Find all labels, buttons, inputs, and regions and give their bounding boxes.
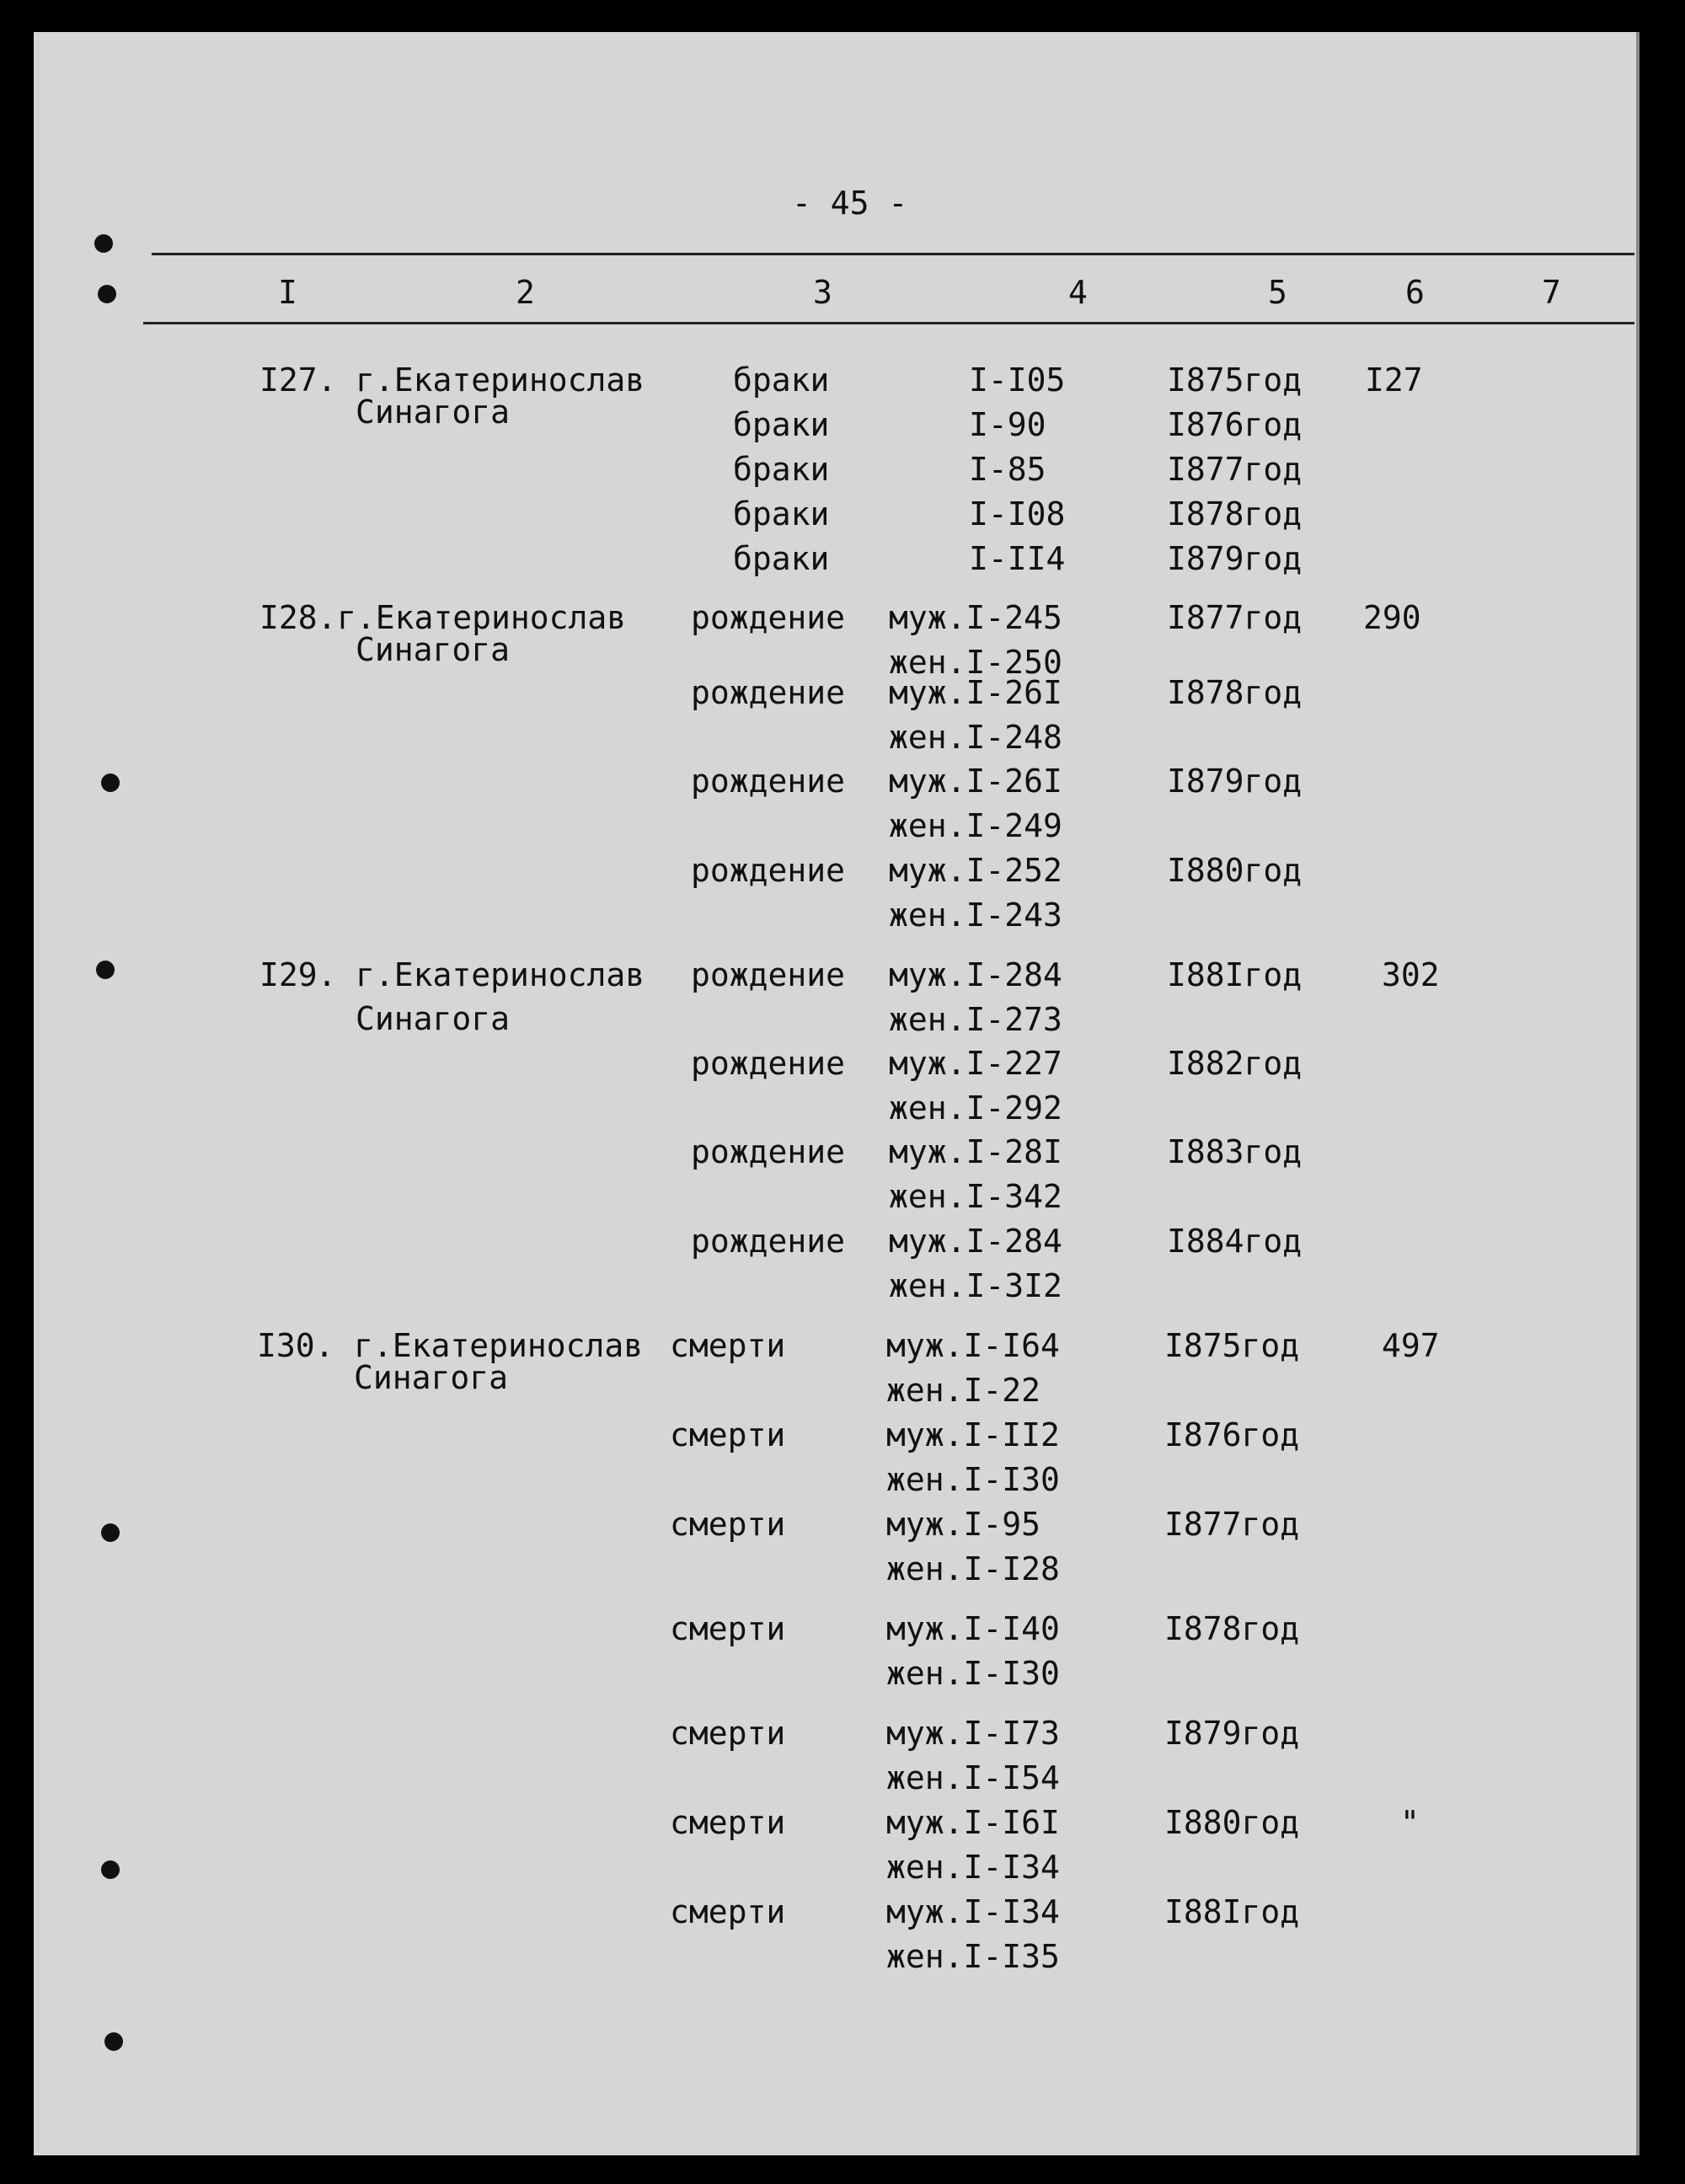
record-year: I880год: [1164, 1804, 1300, 1841]
record-male: муж.I-I34: [886, 1893, 1060, 1930]
entry-total: 290: [1363, 599, 1421, 636]
record-male: муж.I-I6I: [886, 1804, 1060, 1841]
record-year: I879год: [1164, 1715, 1300, 1752]
record-type: смерти: [670, 1506, 786, 1543]
record-year: I875год: [1167, 361, 1303, 399]
column-header-2: 2: [516, 274, 535, 311]
record-year: I878год: [1167, 674, 1303, 711]
column-header-7: 7: [1542, 274, 1561, 311]
record-type: браки: [733, 540, 830, 577]
record-male: муж.I-95: [886, 1506, 1041, 1543]
record-year: I88Iгод: [1167, 956, 1303, 993]
record-year: I878год: [1164, 1610, 1300, 1647]
record-male: муж.I-284: [889, 1223, 1062, 1260]
column-header-5: 5: [1268, 274, 1287, 311]
record-year: I876год: [1164, 1416, 1300, 1453]
record-type: смерти: [670, 1893, 786, 1930]
record-year: I877год: [1167, 451, 1303, 488]
record-male: муж.I-245: [889, 599, 1062, 636]
punch-hole: [96, 961, 115, 979]
record-number: I-I08: [969, 495, 1066, 533]
record-type: браки: [733, 406, 830, 443]
record-male: муж.I-I73: [886, 1715, 1060, 1752]
record-type: смерти: [670, 1416, 786, 1453]
column-header-4: 4: [1068, 274, 1088, 311]
entry-number: I27.: [259, 361, 337, 399]
record-type: рождение: [691, 599, 846, 636]
record-type: браки: [733, 495, 830, 533]
record-type: рождение: [691, 674, 846, 711]
record-male: муж.I-I40: [886, 1610, 1060, 1647]
record-type: рождение: [691, 1223, 846, 1260]
record-female: жен.I-292: [889, 1089, 1062, 1127]
record-female: жен.I-243: [889, 897, 1062, 934]
record-year: I883год: [1167, 1133, 1303, 1170]
record-type: браки: [733, 361, 830, 399]
record-female: жен.I-I30: [886, 1655, 1060, 1692]
entry-place: г.Екатеринослав: [337, 599, 627, 636]
record-type: рождение: [691, 1045, 846, 1082]
record-year: I878год: [1167, 495, 1303, 533]
record-male: муж.I-28I: [889, 1133, 1062, 1170]
record-year: I884год: [1167, 1223, 1303, 1260]
entry-place: г.Екатеринослав: [356, 956, 645, 993]
document-page: [34, 32, 1640, 2155]
record-number: I-85: [969, 451, 1046, 488]
entry-sub: Синагога: [354, 1359, 509, 1396]
column-header-1: I: [278, 274, 297, 311]
entry-total: I27: [1365, 361, 1423, 399]
record-year: I88Iгод: [1164, 1893, 1300, 1930]
record-number: I-I05: [969, 361, 1066, 399]
ditto-mark: ": [1400, 1804, 1420, 1841]
record-female: жен.I-I28: [886, 1550, 1060, 1587]
record-number: I-90: [969, 406, 1046, 443]
punch-hole: [104, 2032, 123, 2051]
record-male: муж.I-II2: [886, 1416, 1060, 1453]
record-type: рождение: [691, 1133, 846, 1170]
record-female: жен.I-I54: [886, 1759, 1060, 1796]
record-male: муж.I-26I: [889, 674, 1062, 711]
record-type: рождение: [691, 956, 846, 993]
entry-total: 497: [1382, 1327, 1440, 1364]
header-rule-top: [152, 253, 1634, 255]
entry-place: г.Екатеринослав: [356, 361, 645, 399]
entry-place: г.Екатеринослав: [354, 1327, 644, 1364]
header-rule-bottom: [143, 322, 1634, 324]
record-female: жен.I-3I2: [889, 1267, 1062, 1304]
entry-sub: Синагога: [356, 1000, 511, 1037]
entry-number: I28.: [259, 599, 337, 636]
record-male: муж.I-227: [889, 1045, 1062, 1082]
record-number: I-II4: [969, 540, 1066, 577]
punch-hole: [98, 285, 116, 303]
record-female: жен.I-22: [886, 1372, 1041, 1409]
record-male: муж.I-26I: [889, 763, 1062, 800]
record-female: жен.I-250: [889, 644, 1062, 681]
column-header-6: 6: [1405, 274, 1425, 311]
record-male: муж.I-252: [889, 852, 1062, 889]
record-female: жен.I-I30: [886, 1461, 1060, 1498]
record-type: смерти: [670, 1610, 786, 1647]
punch-hole: [101, 1860, 120, 1879]
record-male: муж.I-I64: [886, 1327, 1060, 1364]
record-year: I877год: [1164, 1506, 1300, 1543]
entry-sub: Синагога: [356, 393, 511, 431]
record-female: жен.I-I34: [886, 1849, 1060, 1886]
record-type: рождение: [691, 852, 846, 889]
record-type: смерти: [670, 1804, 786, 1841]
record-female: жен.I-249: [889, 807, 1062, 844]
record-year: I876год: [1167, 406, 1303, 443]
record-female: жен.I-342: [889, 1178, 1062, 1215]
punch-hole: [101, 1523, 120, 1542]
record-year: I875год: [1164, 1327, 1300, 1364]
record-type: рождение: [691, 763, 846, 800]
column-header-3: 3: [813, 274, 832, 311]
record-year: I879год: [1167, 540, 1303, 577]
punch-hole: [101, 774, 120, 792]
record-female: жен.I-248: [889, 719, 1062, 756]
record-year: I879год: [1167, 763, 1303, 800]
entry-sub: Синагога: [356, 631, 511, 668]
record-type: смерти: [670, 1327, 786, 1364]
punch-hole: [94, 234, 113, 253]
entry-total: 302: [1382, 956, 1440, 993]
record-type: смерти: [670, 1715, 786, 1752]
entry-number: I30.: [257, 1327, 334, 1364]
record-male: муж.I-284: [889, 956, 1062, 993]
record-female: жен.I-273: [889, 1001, 1062, 1038]
record-type: браки: [733, 451, 830, 488]
record-year: I877год: [1167, 599, 1303, 636]
record-year: I880год: [1167, 852, 1303, 889]
page-number: - 45 -: [792, 185, 908, 222]
record-year: I882год: [1167, 1045, 1303, 1082]
entry-number: I29.: [259, 956, 337, 993]
record-female: жен.I-I35: [886, 1938, 1060, 1975]
